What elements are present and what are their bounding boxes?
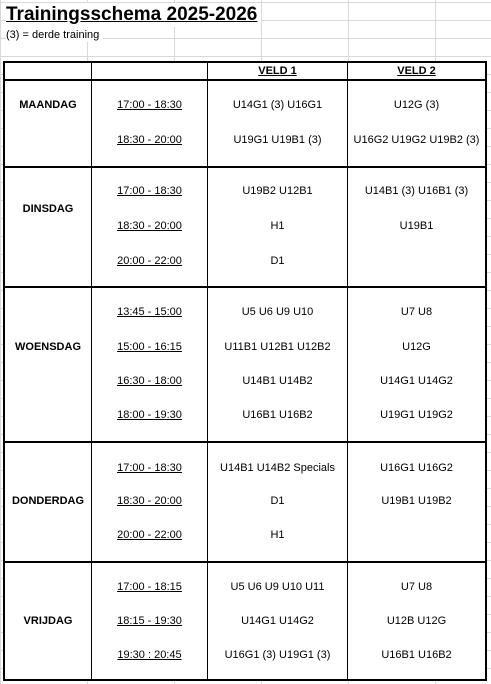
time-slot: 18:30 - 20:00 [117, 495, 182, 507]
time-slot: 20:00 - 22:00 [117, 529, 182, 541]
day-label-vrijdag: VRIJDAG [23, 615, 73, 627]
schedule-table [3, 61, 487, 681]
veld2-cell: U14G1 U14G2 [380, 375, 453, 387]
time-slot: 17:00 - 18:30 [117, 99, 182, 111]
time-slot: 18:00 - 19:30 [117, 409, 182, 421]
day-label-donderdag: DONDERDAG [11, 495, 85, 507]
veld1-cell: D1 [270, 495, 285, 507]
veld2-cell: U16B1 U16B2 [381, 649, 452, 661]
veld2-cell: U19B1 U19B2 [381, 495, 452, 507]
time-slot: 19:30 : 20:45 [117, 649, 182, 661]
veld1-cell: H1 [270, 220, 285, 232]
column-header-veld2: VELD 2 [397, 65, 436, 77]
time-slot: 13:45 - 15:00 [117, 306, 182, 318]
veld1-cell: U5 U6 U9 U10 U11 [230, 581, 325, 593]
veld1-cell: U19G1 U19B1 (3) [233, 134, 322, 146]
day-divider [5, 286, 485, 288]
veld1-cell: H1 [270, 529, 285, 541]
time-slot: 17:00 - 18:15 [117, 581, 182, 593]
veld2-cell: U14B1 (3) U16B1 (3) [364, 185, 469, 197]
time-slot: 18:30 - 20:00 [117, 220, 182, 232]
day-label-woensdag: WOENSDAG [15, 341, 81, 353]
veld2-cell: U7 U8 [400, 581, 433, 593]
veld2-cell: U12G [402, 341, 431, 353]
veld2-cell: U12B U12G [386, 615, 447, 627]
header-divider [5, 79, 485, 81]
time-slot: 17:00 - 18:30 [117, 185, 182, 197]
time-slot: 20:00 - 22:00 [117, 255, 182, 267]
veld2-cell: U19G1 U19G2 [380, 409, 453, 421]
day-label-maandag: MAANDAG [19, 99, 77, 111]
veld1-cell: U11B1 U12B1 U12B2 [224, 341, 331, 353]
time-slot: 15:00 - 16:15 [117, 341, 182, 353]
veld1-cell: D1 [270, 255, 285, 267]
page-title: Trainingsschema 2025-2026 [6, 3, 261, 27]
veld2-cell: U16G1 U16G2 [380, 462, 453, 474]
veld2-cell: U7 U8 [400, 306, 433, 318]
veld1-cell: U16B1 U16B2 [242, 409, 313, 421]
veld2-cell: U16G2 U19G2 U19B2 (3) [353, 134, 480, 146]
veld1-cell: U14B1 U14B2 [242, 375, 313, 387]
veld1-cell: U19B2 U12B1 [242, 185, 313, 197]
day-label-dinsdag: DINSDAG [22, 203, 74, 215]
time-slot: 18:30 - 20:00 [117, 134, 182, 146]
day-divider [5, 561, 485, 563]
time-slot: 18:15 - 19:30 [117, 615, 182, 627]
veld1-cell: U14B1 U14B2 Specials [220, 462, 335, 474]
time-slot: 17:00 - 18:30 [117, 462, 182, 474]
veld1-cell: U14G1 U14G2 [241, 615, 314, 627]
veld2-cell: U19B1 [399, 220, 434, 232]
day-divider [5, 441, 485, 443]
veld1-cell: U5 U6 U9 U10 [241, 306, 314, 318]
legend-note: (3) = derde training [6, 28, 103, 42]
time-slot: 16:30 - 18:00 [117, 375, 182, 387]
veld1-cell: U14G1 (3) U16G1 [232, 99, 323, 111]
day-divider [5, 166, 485, 168]
column-header-veld1: VELD 1 [258, 65, 297, 77]
veld1-cell: U16G1 (3) U19G1 (3) [224, 649, 331, 661]
veld2-cell: U12G (3) [393, 99, 440, 111]
